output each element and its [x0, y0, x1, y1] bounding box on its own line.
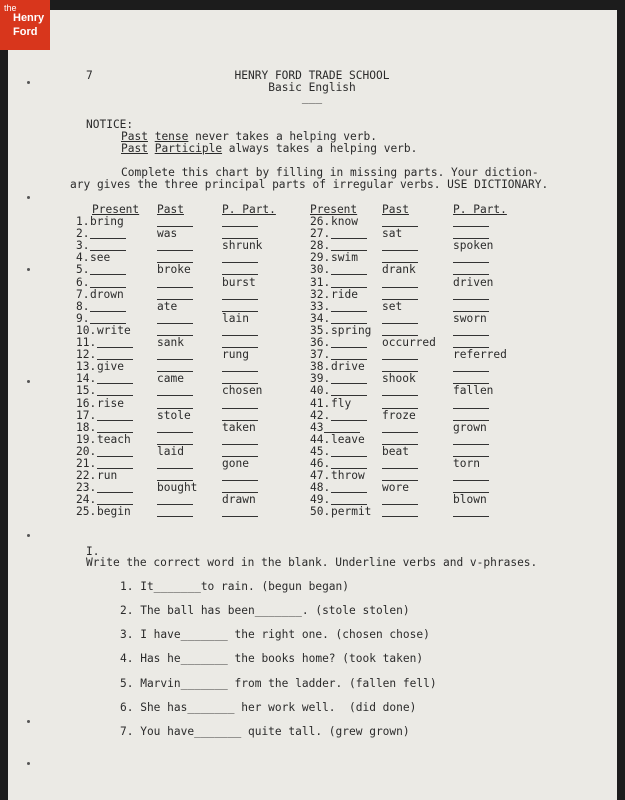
right-header-part: P. Part.: [453, 203, 507, 216]
row-number: 32.: [310, 287, 331, 301]
row-number: 8.: [76, 299, 90, 313]
row-number: 1.: [76, 215, 90, 228]
verb-past-cell: occurred: [382, 336, 436, 349]
blank-line: [222, 516, 258, 517]
verb-part-cell: chosen: [222, 384, 263, 398]
verb-past-cell: beat: [382, 444, 409, 458]
blank-line: [453, 480, 489, 481]
blank-line: [382, 323, 418, 324]
verb-present-cell: drive: [331, 360, 365, 374]
verb-present-cell: throw: [331, 469, 365, 483]
verb-past-cell: broke: [157, 263, 191, 277]
blank-line: [453, 516, 489, 517]
verb-present-cell: permit: [331, 505, 372, 519]
verb-present-cell: run: [97, 469, 118, 483]
blank-line: [157, 504, 193, 505]
blank-line: [222, 408, 258, 409]
row-number: 16.: [76, 396, 97, 410]
verb-past-cell: ate: [157, 299, 178, 313]
verb-past-cell: wore: [382, 481, 409, 495]
blank-line: [97, 456, 133, 457]
exercise-item: 2. The ball has been_______. (stole stolen): [120, 604, 410, 617]
blank-line: [90, 274, 126, 275]
notice-underline-word: Participle: [154, 142, 223, 155]
row-number: 5.: [76, 263, 90, 277]
blank-line: [157, 250, 193, 251]
blank-line: [453, 408, 489, 409]
verb-part-cell: burst: [222, 275, 256, 289]
verb-present-cell: spring: [331, 323, 372, 337]
exercise-item: 5. Marvin_______ from the ladder. (fallen fell): [120, 677, 437, 690]
margin-dot: [27, 534, 30, 537]
blank-line: [222, 371, 258, 372]
verb-part-cell: spoken: [453, 239, 494, 253]
blank-line: [157, 432, 193, 433]
row-number: 14.: [76, 372, 97, 386]
exercise-item: 4. Has he_______ the books home? (took taken): [120, 652, 424, 665]
verb-part-cell: taken: [222, 420, 256, 434]
blank-line: [453, 444, 489, 445]
exercise-item: 6. She has_______ her work well. (did done): [120, 701, 417, 714]
row-number: 10.: [76, 323, 97, 337]
row-number: 33.: [310, 299, 331, 313]
blank-line: [90, 311, 126, 312]
verb-present-cell: write: [97, 323, 131, 337]
instructions-line-1: Complete this chart by filling in missing parts. Your diction-: [121, 166, 539, 179]
right-header-past: Past: [382, 203, 409, 216]
blank-line: [382, 395, 418, 396]
blank-line: [157, 323, 193, 324]
verb-past-cell: sank: [157, 336, 184, 349]
notice-rest: never takes a helping verb.: [188, 130, 377, 143]
row-number: 15.: [76, 384, 97, 398]
blank-line: [382, 468, 418, 469]
row-number: 49.: [310, 493, 331, 507]
notice-underline-word: tense: [154, 130, 189, 143]
blank-line: [331, 311, 367, 312]
row-number: 50.: [310, 505, 331, 519]
margin-dot: [27, 720, 30, 723]
margin-dot: [27, 268, 30, 271]
blank-line: [157, 468, 193, 469]
row-number: 48.: [310, 481, 331, 495]
notice-rest: always takes a helping verb.: [222, 142, 418, 155]
verb-present-cell: leave: [331, 432, 365, 446]
blank-line: [453, 371, 489, 372]
left-header-part: P. Part.: [222, 203, 276, 216]
blank-line: [331, 456, 367, 457]
notice-underline-word: Past: [121, 130, 148, 143]
blank-line: [157, 395, 193, 396]
row-number: 13.: [76, 360, 97, 374]
verb-part-cell: lain: [222, 311, 249, 325]
verb-part-cell: blown: [453, 493, 487, 507]
row-number: 40.: [310, 384, 331, 398]
row-number: 29.: [310, 251, 331, 265]
logo-small-text: the: [4, 3, 17, 13]
verb-part-cell: shrunk: [222, 239, 263, 253]
verb-part-cell: grown: [453, 420, 487, 434]
verb-present-cell: ride: [331, 287, 358, 301]
verb-past-cell: came: [157, 372, 184, 386]
blank-line: [453, 335, 489, 336]
blank-line: [453, 226, 489, 227]
verb-present-cell: teach: [97, 432, 131, 446]
margin-dot: [27, 380, 30, 383]
row-number: 46.: [310, 457, 331, 470]
margin-dot: [27, 196, 30, 199]
page-number: 7: [86, 69, 93, 82]
row-number: 31.: [310, 275, 331, 289]
row-number: 4.: [76, 251, 90, 265]
verb-past-cell: set: [382, 299, 403, 313]
row-number: 17.: [76, 408, 97, 422]
row-number: 42.: [310, 408, 331, 422]
verb-past-cell: froze: [382, 408, 416, 422]
verb-past-cell: laid: [157, 444, 184, 458]
blank-line: [157, 287, 193, 288]
verb-present-cell: see: [90, 251, 111, 265]
blank-line: [453, 262, 489, 263]
row-number: 11.: [76, 336, 97, 349]
row-number: 38.: [310, 360, 331, 374]
blank-line: [382, 250, 418, 251]
blank-line: [97, 347, 133, 348]
logo-line-2: Ford: [13, 26, 38, 38]
blank-line: [222, 480, 258, 481]
blank-line: [331, 347, 367, 348]
left-header-present: Present: [92, 203, 140, 216]
verb-part-cell: fallen: [453, 384, 494, 398]
notice-line-2: [121, 143, 417, 155]
verb-part-cell: referred: [453, 348, 507, 362]
blank-line: [331, 274, 367, 275]
blank-line: [97, 383, 133, 384]
blank-line: [331, 492, 367, 493]
verb-part-cell: torn: [453, 457, 480, 470]
blank-line: [382, 287, 418, 288]
margin-dot: [27, 81, 30, 84]
blank-line: [382, 504, 418, 505]
blank-line: [331, 383, 367, 384]
henry-ford-logo: [0, 0, 50, 50]
blank-line: [222, 335, 258, 336]
row-number: 25.: [76, 505, 97, 519]
blank-line: [222, 226, 258, 227]
blank-line: [382, 516, 418, 517]
row-number: 20.: [76, 444, 97, 458]
blank-line: [382, 432, 418, 433]
row-number: 47.: [310, 469, 331, 483]
blank-line: [157, 516, 193, 517]
row-number: 30.: [310, 263, 331, 277]
row-number: 21.: [76, 457, 97, 470]
row-number: 26.: [310, 215, 331, 228]
row-number: 37.: [310, 348, 331, 362]
row-number: 24.: [76, 493, 97, 507]
verb-past-cell: shook: [382, 372, 416, 386]
row-number: 19.: [76, 432, 97, 446]
verb-past-cell: was: [157, 227, 178, 241]
blank-line: [97, 420, 133, 421]
verb-part-cell: drawn: [222, 493, 256, 507]
verb-present-cell: rise: [97, 396, 124, 410]
row-number: 12.: [76, 348, 97, 362]
right-header-present: Present: [310, 203, 358, 216]
logo-line-1: Henry: [13, 12, 45, 24]
row-number: 44.: [310, 432, 331, 446]
row-number: 41.: [310, 396, 331, 410]
row-number: 45.: [310, 444, 331, 458]
row-number: 2.: [76, 227, 90, 241]
blank-line: [222, 444, 258, 445]
row-number: 43: [310, 420, 324, 434]
verb-present-cell: know: [331, 215, 358, 228]
row-number: 27.: [310, 227, 331, 241]
blank-line: [382, 359, 418, 360]
verb-past-cell: drank: [382, 263, 416, 277]
blank-line: [157, 359, 193, 360]
blank-line: [222, 262, 258, 263]
section-label: I.: [86, 545, 100, 558]
row-number: 3.: [76, 239, 90, 253]
blank-line: [97, 492, 133, 493]
verb-past-cell: stole: [157, 408, 191, 422]
verb-part-cell: gone: [222, 457, 249, 470]
exercise-item: 3. I have_______ the right one. (chosen chose): [120, 628, 430, 641]
course-title: Basic English: [268, 81, 356, 94]
verb-present-cell: begin: [97, 505, 131, 519]
exercise-item: 7. You have_______ quite tall. (grew grown): [120, 725, 410, 738]
row-number: 39.: [310, 372, 331, 386]
row-number: 22.: [76, 469, 97, 483]
notice-underline-word: Past: [121, 142, 148, 155]
verb-past-cell: bought: [157, 481, 198, 495]
margin-dot: [27, 762, 30, 765]
verb-present-cell: swim: [331, 251, 358, 265]
row-number: 18.: [76, 420, 97, 434]
verb-present-cell: give: [97, 360, 124, 374]
left-header-past: Past: [157, 203, 184, 216]
blank-line: [222, 299, 258, 300]
header-rule: ___: [301, 91, 323, 104]
verb-part-cell: rung: [222, 348, 249, 362]
blank-line: [453, 299, 489, 300]
row-number: 28.: [310, 239, 331, 253]
blank-line: [331, 238, 367, 239]
verb-part-cell: sworn: [453, 311, 487, 325]
exercise-item: 1. It_______to rain. (begun began): [120, 580, 350, 593]
blank-line: [90, 238, 126, 239]
verb-present-cell: bring: [90, 215, 124, 228]
row-number: 34.: [310, 311, 331, 325]
verb-part-cell: driven: [453, 275, 494, 289]
row-number: 7.: [76, 287, 90, 301]
notice-label: NOTICE:: [86, 118, 134, 131]
verb-present-cell: drown: [90, 287, 124, 301]
row-number: 23.: [76, 481, 97, 495]
row-number: 35.: [310, 323, 331, 337]
verb-present-cell: fly: [331, 396, 352, 410]
row-number: 9.: [76, 311, 90, 325]
instructions-line-2: ary gives the three principal parts of irregular verbs. USE DICTIONARY.: [70, 178, 549, 191]
row-number: 36.: [310, 336, 331, 349]
row-number: 6.: [76, 275, 90, 289]
blank-line: [331, 420, 367, 421]
verb-past-cell: sat: [382, 227, 403, 241]
section-instruction: Write the correct word in the blank. Underline verbs and v-phrases.: [86, 556, 538, 569]
school-title: HENRY FORD TRADE SCHOOL: [234, 69, 390, 82]
